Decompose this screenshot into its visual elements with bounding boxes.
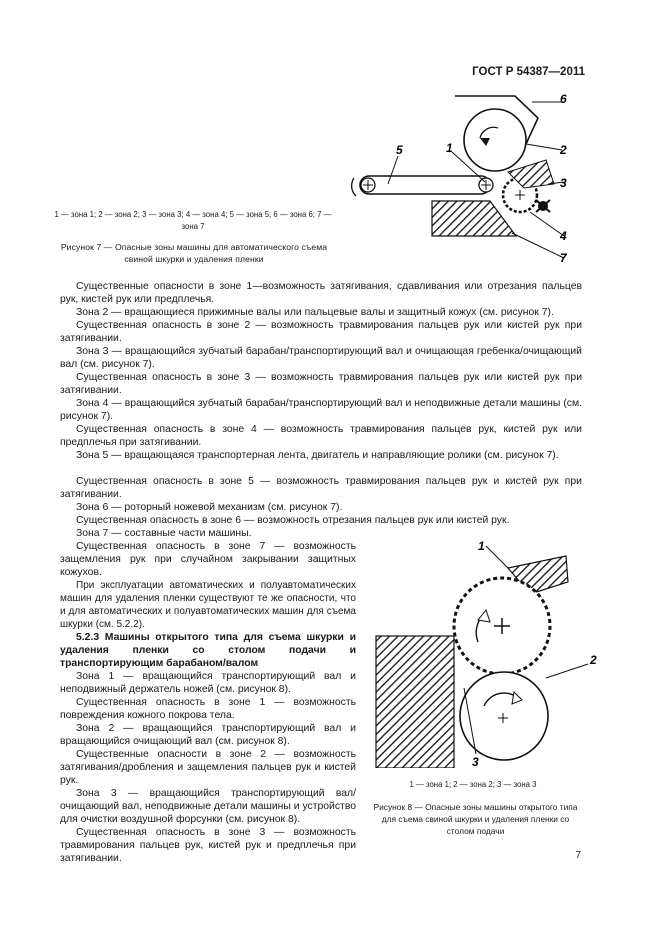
fig8-label-3: 3 [472,755,479,768]
paragraph-1: Существенные опасности в зоне 1—возможность затягивания, сдавливания или отрезания пальцев рук, кистей рук или предплечья. [60,281,582,305]
fig8-label-1: 1 [478,539,485,553]
left-paragraph-5: Зона 2 — вращающийся транспортирующий вал и вращающийся очищающий вал (см. рисунок 8). [60,723,356,747]
fig7-label-6: 6 [560,92,567,106]
left-paragraph-1: Существенная опасность в зоне 7 — возможность защемления рук при случайном закрывании защитных кожухов. [60,541,356,578]
paragraph-4: Зона 3 — вращающийся зубчатый барабан/транспортирующий вал и очищающая гребенка/очищающий вал (см. рисунок 7). [60,346,582,370]
figure-8-diagram [368,538,600,768]
figure-8-caption: Рисунок 8 — Опасные зоны машины открытого типа для съема свиной шкурки и удаления пленки со столом подачи [373,802,578,836]
fig7-label-1: 1 [446,141,453,155]
paragraph-9: Существенная опасность в зоне 5 — возможность травмирования пальцев рук и кистей рук при затягивании. [60,476,582,500]
figure-7-zones-legend: 1 — зона 1; 2 — зона 2; 3 — зона 3; 4 — зона 4; 5 — зона 5; 6 — зона 6; 7 — зона 7 [54,210,332,231]
fig7-label-2: 2 [560,143,567,157]
fig7-label-4: 4 [560,229,567,243]
fig8-label-2: 2 [590,653,597,667]
paragraph-2: Зона 2 — вращающиеся прижимные валы или пальцевые валы и защитный кожух (см. рисунок 7). [76,307,554,318]
figure-8-zones-legend: 1 — зона 1; 2 — зона 2; 3 — зона 3 [409,780,537,789]
left-paragraph-8: Существенная опасность в зоне 3 — возможность травмирования пальцев рук, кистей рук и предплечья при затягивании. [60,827,356,864]
left-paragraph-2: При эксплуатации автоматических и полуавтоматических машин для удаления пленки существуют те же опасности, что и для автоматических и полуавтоматических машин для съема шкурки (см. 5.2.2). [60,580,356,630]
left-paragraph-3: Зона 1 — вращающийся транспортирующий вал и неподвижный держатель ножей (см. рисунок 8). [60,671,356,695]
left-paragraph-7: Зона 3 — вращающийся транспортирующий вал/очищающий вал, неподвижные детали машины и устройство для очистки воздушной форсунки (см. рисунок 8). [60,788,356,825]
paragraph-7: Существенная опасность в зоне 4 — возможность травмирования пальцев рук, кистей рук или предплечья при затягивании. [60,424,582,448]
section-heading-5-2-3: 5.2.3 Машины открытого типа для съема шкурки и удаления пленки со столом подачи и транспортирующим барабаном/валом [60,632,356,669]
paragraph-5: Существенная опасность в зоне 3 — возможность травмирования пальцев рук или кистей рук при затягивании. [60,372,582,396]
fig7-label-3: 3 [560,176,567,190]
paragraph-12: Зона 7 — составные части машины. [76,528,252,539]
figure-7-caption: Рисунок 7 — Опасные зоны машины для автоматического съема свиной шкурки и удаления пленки [60,242,328,264]
paragraph-8: Зона 5 — вращающаяся транспортерная лента, двигатель и направляющие ролики (см. рисунок 7). [76,450,559,461]
document-header: ГОСТ Р 54387—2011 [472,66,585,78]
paragraph-11: Существенная опасность в зоне 6 — возможность отрезания пальцев рук или кистей рук. [76,515,510,526]
figure-7-diagram [340,88,590,268]
paragraph-3: Существенная опасность в зоне 2 — возможность травмирования пальцев рук или кистей рук при затягивании. [60,320,582,344]
left-paragraph-6: Существенные опасности в зоне 2 — возможность затягивания/дробления и защемления пальцев рук и кистей рук. [60,749,356,786]
fig7-label-5: 5 [396,143,403,157]
page-number: 7 [575,850,581,861]
paragraph-10: Зона 6 — роторный ножевой механизм (см. рисунок 7). [76,502,343,513]
fig7-label-7: 7 [560,251,567,265]
left-paragraph-4: Существенная опасность в зоне 1 — возможность повреждения кожного покрова тела. [60,697,356,721]
paragraph-6: Зона 4 — вращающийся зубчатый барабан/транспортирующий вал и неподвижные детали машины (см. рисунок 7). [60,398,582,422]
